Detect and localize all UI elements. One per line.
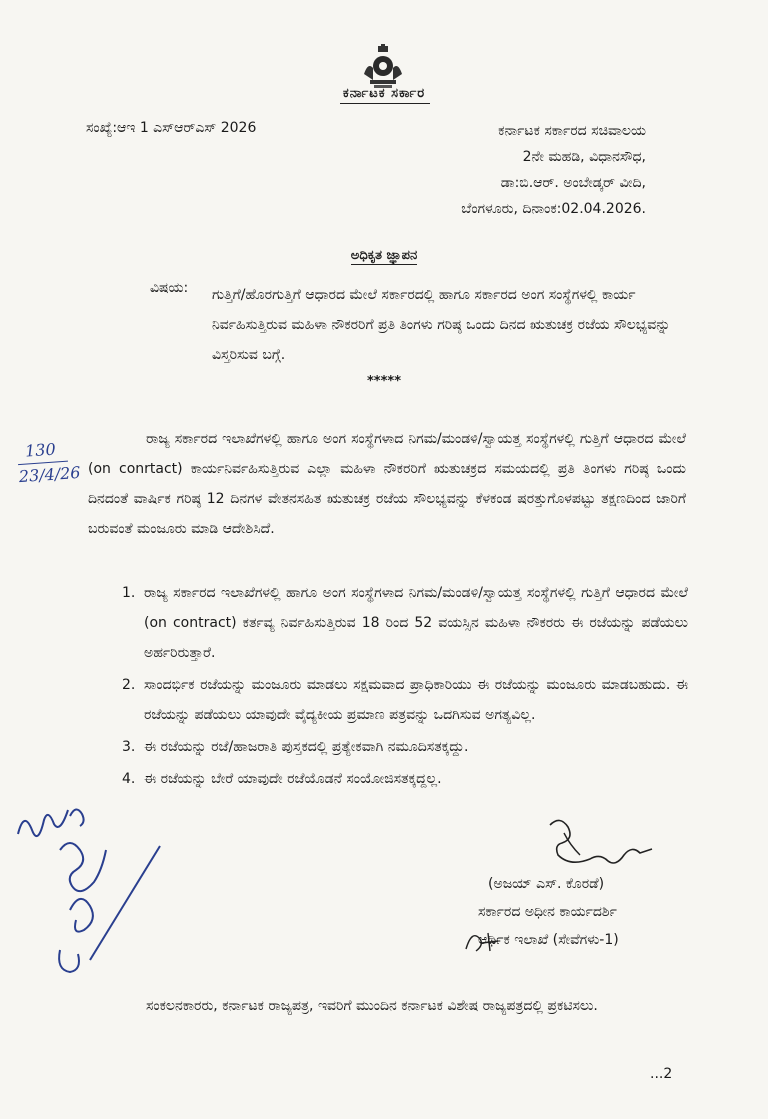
- address-date-line: ಬೆಂಗಳೂರು, ದಿನಾಂಕ:02.04.2026.: [461, 201, 646, 217]
- conditions-list: [122, 578, 688, 794]
- separator-stars: *****: [367, 374, 401, 389]
- condition-item: [122, 764, 688, 794]
- copy-to-text: ಸಂಕಲನಕಾರರು, ಕರ್ನಾಟಕ ರಾಜ್ಯಪತ್ರ, ಇವರಿಗೆ ಮುಂದಿನ ಕರ್ನಾಟಕ ವಿಶೇಷ ರಾಜ್ಯಪತ್ರದಲ್ಲಿ ಪ್ರಕಟಿಸಲು.: [146, 998, 598, 1014]
- condition-number: 2.: [122, 677, 136, 693]
- condition-text: ಸಾಂದರ್ಭಿಕ ರಜೆಯನ್ನು ಮಂಜೂರು ಮಾಡಲು ಸಕ್ಷಮವಾದ ಪ್ರಾಧಿಕಾರಿಯು ಈ ರಜೆಯನ್ನು ಮಂಜೂರು ಮಾಡಬಹುದು. ಈ ರಜೆಯನ್ನು ಪಡೆಯಲು ಯಾವುದೇ ವೈದ್ಯಕೀಯ ಪ್ರಮಾಣ ಪತ್ರವನ್ನು ಒದಗಿಸುವ ಅಗತ್ಯವಿಲ್ಲ.: [144, 677, 688, 723]
- page-number: ...2: [650, 1066, 673, 1082]
- memo-title-text: ಅಧಿಕೃತ ಜ್ಞಾಪನ: [350, 248, 418, 263]
- office-address: [461, 118, 646, 222]
- inward-number: 130: [24, 439, 57, 461]
- address-line: ಡಾ:ಬಿ.ಆರ್. ಅಂಬೇಡ್ಕರ್ ವೀದಿ,: [500, 175, 646, 191]
- handwritten-note-scribble: [10, 790, 170, 980]
- condition-text: ಈ ರಜೆಯನ್ನು ರಜೆ/ಹಾಜರಾತಿ ಪುಸ್ತಕದಲ್ಲಿ ಪ್ರತ್ಯೇಕವಾಗಿ ನಮೂದಿಸತಕ್ಕದ್ದು.: [144, 739, 469, 755]
- address-line: 2ನೇ ಮಹಡಿ, ವಿಧಾನಸೌಧ,: [522, 149, 646, 165]
- condition-text: ರಾಜ್ಯ ಸರ್ಕಾರದ ಇಲಾಖೆಗಳಲ್ಲಿ ಹಾಗೂ ಅಂಗ ಸಂಸ್ಥೆಗಳಾದ ನಿಗಮ/ಮಂಡಳಿ/ಸ್ವಾಯತ್ತ ಸಂಸ್ಥೆಗಳಲ್ಲಿ ಗುತ್ತಿಗೆ ಆಧಾರದ ಮೇಲೆ (on contract) ಕರ್ತವ್ಯ ನಿರ್ವಹಿಸುತ್ತಿರುವ 18 ರಿಂದ 52 ವಯಸ್ಸಿನ ಮಹಿಳಾ ನೌಕರರು ಈ ರಜೆಯನ್ನು ಪಡೆಯಲು ಅರ್ಹರಿರುತ್ತಾರೆ.: [144, 585, 688, 661]
- condition-number: 1.: [122, 585, 136, 601]
- subject-text: ಗುತ್ತಿಗೆ/ಹೊರಗುತ್ತಿಗೆ ಆಧಾರದ ಮೇಲೆ ಸರ್ಕಾರದಲ್ಲಿ ಹಾಗೂ ಸರ್ಕಾರದ ಅಂಗ ಸಂಸ್ಥೆಗಳಲ್ಲಿ ಕಾರ್ಯ ನಿರ್ವಹಿಸುತ್ತಿರುವ ಮಹಿಳಾ ನೌಕರರಿಗೆ ಪ್ರತಿ ತಿಂಗಳು ಗರಿಷ್ಠ ಒಂದು ದಿನದ ಋತುಚಕ್ರ ರಜೆಯ ಸೌಲಭ್ಯವನ್ನು ವಿಸ್ತರಿಸುವ ಬಗ್ಗೆ.: [212, 287, 671, 363]
- government-name: ಕರ್ನಾಟಕ ಸರ್ಕಾರ: [342, 86, 426, 101]
- inward-annotation: [17, 438, 82, 487]
- signatory-name: (ಅಜಯ್ ಎಸ್. ಕೊರಡೆ): [488, 876, 605, 892]
- copy-to-paragraph: [118, 990, 688, 1022]
- karnataka-emblem-icon: [358, 44, 408, 92]
- header-underline: [340, 103, 430, 104]
- reference-number: ಸಂಖ್ಯೆ:ಆಇ 1 ಎಸ್‌ಆರ್‌ಎಸ್ 2026: [86, 120, 257, 136]
- initial-scribble: [462, 925, 502, 955]
- address-line: ಕರ್ನಾಟಕ ಸರ್ಕಾರದ ಸಚಿವಾಲಯ: [498, 123, 646, 139]
- signatory-department: ಆರ್ಥಿಕ ಇಲಾಖೆ (ಸೇವೆಗಳು-1): [478, 932, 619, 948]
- condition-item: [122, 578, 688, 668]
- inward-date: 23/4/26: [18, 462, 82, 487]
- memo-title: [0, 248, 768, 263]
- condition-number: 4.: [122, 771, 136, 787]
- body-paragraph: [88, 424, 686, 544]
- condition-text: ಈ ರಜೆಯನ್ನು ಬೇರೆ ಯಾವುದೇ ರಜೆಯೊಡನೆ ಸಂಯೋಜಿಸತಕ್ಕದ್ದಲ್ಲ.: [144, 771, 442, 787]
- condition-item: [122, 732, 688, 762]
- body-text: ರಾಜ್ಯ ಸರ್ಕಾರದ ಇಲಾಖೆಗಳಲ್ಲಿ ಹಾಗೂ ಅಂಗ ಸಂಸ್ಥೆಗಳಾದ ನಿಗಮ/ಮಂಡಳಿ/ಸ್ವಾಯತ್ತ ಸಂಸ್ಥೆಗಳಲ್ಲಿ ಗುತ್ತಿಗೆ ಆಧಾರದ ಮೇಲೆ (on conrtact) ಕಾರ್ಯನಿರ್ವಹಿಸುತ್ತಿರುವ ಎಲ್ಲಾ ಮಹಿಳಾ ನೌಕರರಿಗೆ ಋತುಚಕ್ರದ ಸಮಯದಲ್ಲಿ ಪ್ರತಿ ತಿಂಗಳು ಗರಿಷ್ಠ ಒಂದು ದಿನದಂತೆ ವಾರ್ಷಿಕ ಗರಿಷ್ಠ 12 ದಿನಗಳ ವೇತನಸಹಿತ ಋತುಚಕ್ರ ರಜೆಯ ಸೌಲಭ್ಯವನ್ನು ಕೆಳಕಂಡ ಷರತ್ತುಗೊಳಪಟ್ಟು ತಕ್ಷಣದಿಂದ ಜಾರಿಗೆ ಬರುವಂತೆ ಮಂಜೂರು ಮಾಡಿ ಆದೇಶಿಸಿದೆ.: [88, 431, 686, 537]
- signature-scribble: [540, 815, 660, 875]
- condition-item: [122, 670, 688, 730]
- signatory-designation: ಸರ್ಕಾರದ ಅಧೀನ ಕಾರ್ಯದರ್ಶಿ: [478, 904, 617, 920]
- subject-label: ವಿಷಯ:: [150, 280, 189, 296]
- condition-number: 3.: [122, 739, 136, 755]
